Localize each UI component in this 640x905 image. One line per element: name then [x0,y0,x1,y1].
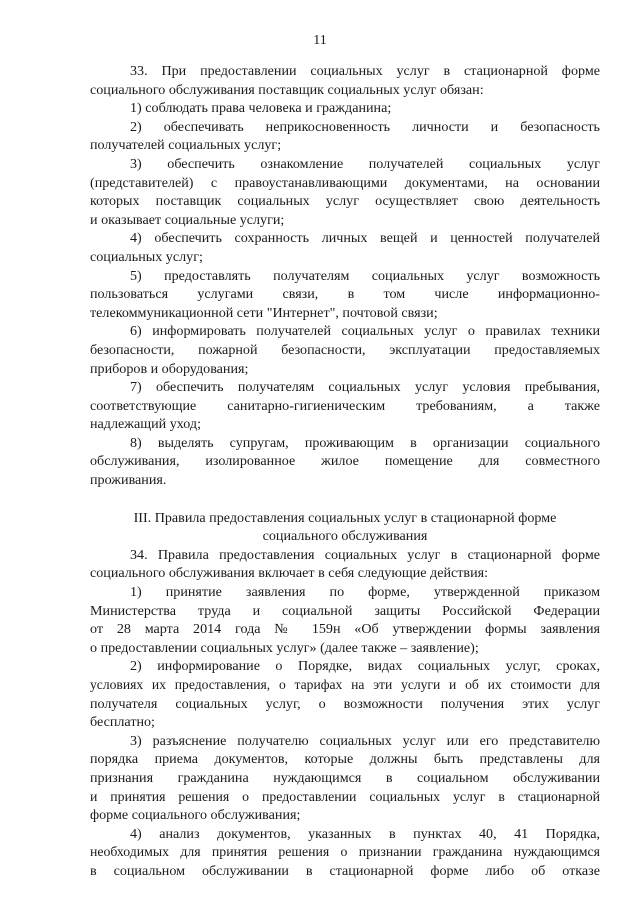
text-line: проживания. [90,472,167,489]
text-line: 2) информирование о Порядке, видах социальных услуг, сроках, [130,658,600,675]
text-line: обслуживания, изолированное жилое помещение для совместного [90,453,600,470]
text-line: (представителей) с правоустанавливающими документами, на основании [90,174,600,191]
text-line: безопасности, пожарной безопасности, эксплуатации предоставляемых [90,341,600,358]
text-line: социального обслуживания включает в себя следующие действия: [90,565,489,582]
text-line: о предоставлении социальных услуг» (далее также – заявление); [90,639,479,656]
text-line: и принятия решения о предоставлении социальных услуг в стационарной [90,788,600,804]
section-heading: III. Правила предоставления социальных услуг в стационарной форме [133,509,557,526]
text-line: приборов и оборудования; [90,360,249,377]
text-line: получателя социальных услуг, о возможности получения этих услуг [90,695,600,712]
text-line: форме социального обслуживания; [90,807,301,824]
text-line: социального обслуживания поставщик социальных услуг обязан: [90,81,484,98]
text-line: Министерства труда и социальной защиты Российской Федерации [90,602,600,619]
text-line: пользоваться услугами связи, в том числе информационно- [90,286,600,303]
text-line: 33. При предоставлении социальных услуг в стационарной форме [130,63,600,79]
text-line: 4) анализ документов, указанных в пунктах 40, 41 Порядка, [130,825,600,842]
text-line: социальных услуг; [90,248,203,265]
text-line: от 28 марта 2014 года № 159н «Об утверждении формы заявления [90,621,600,638]
page-number: 11 [313,33,327,48]
text-line: 3) разъяснение получателю социальных услуг или его представителю [130,732,600,749]
text-line: соответствующие санитарно-гигиеническим требованиям, а также [90,397,600,414]
text-line: 8) выделять супругам, проживающим в организации социального [130,434,600,451]
text-line: в социальном обслуживании в стационарной форме либо об отказе [90,862,600,879]
text-line: 2) обеспечивать неприкосновенность личности и безопасность [130,118,600,135]
document-body [90,62,600,881]
text-line: 1) принятие заявления по форме, утвержденной приказом [130,584,600,601]
text-line: 4) обеспечить сохранность личных вещей и ценностей получателей [130,230,600,247]
text-line: и оказывает социальные услуги; [90,211,285,228]
text-line: порядка приема документов, которые должны быть представлены для [90,751,600,768]
text-line: телекоммуникационной сети "Интернет", почтовой связи; [90,304,438,321]
text-line: 7) обеспечить получателям социальных услуг условия пребывания, [130,379,600,396]
text-line: 5) предоставлять получателям социальных услуг возможность [130,267,600,284]
text-line: надлежащий уход; [90,416,201,433]
text-line: получателей социальных услуг; [90,137,282,154]
text-line: бесплатно; [90,714,155,731]
text-line: 6) информировать получателей социальных услуг о правилах техники [130,323,600,340]
text-line: 1) соблюдать права человека и гражданина; [130,100,392,117]
text-line: необходимых для принятия решения о признании гражданина нуждающимся [90,844,600,860]
text-line: 3) обеспечить ознакомление получателей социальных услуг [130,155,600,172]
section-heading: социального обслуживания [262,528,428,545]
text-line: которых поставщик социальных услуг осуществляет свою деятельность [90,193,600,210]
text-line: признания гражданина нуждающимся в социальном обслуживании [90,769,600,786]
text-line: условиях их предоставления, о тарифах на эти услуги и об их стоимости для [90,677,600,692]
text-line: 34. Правила предоставления социальных услуг в стационарной форме [130,546,600,563]
